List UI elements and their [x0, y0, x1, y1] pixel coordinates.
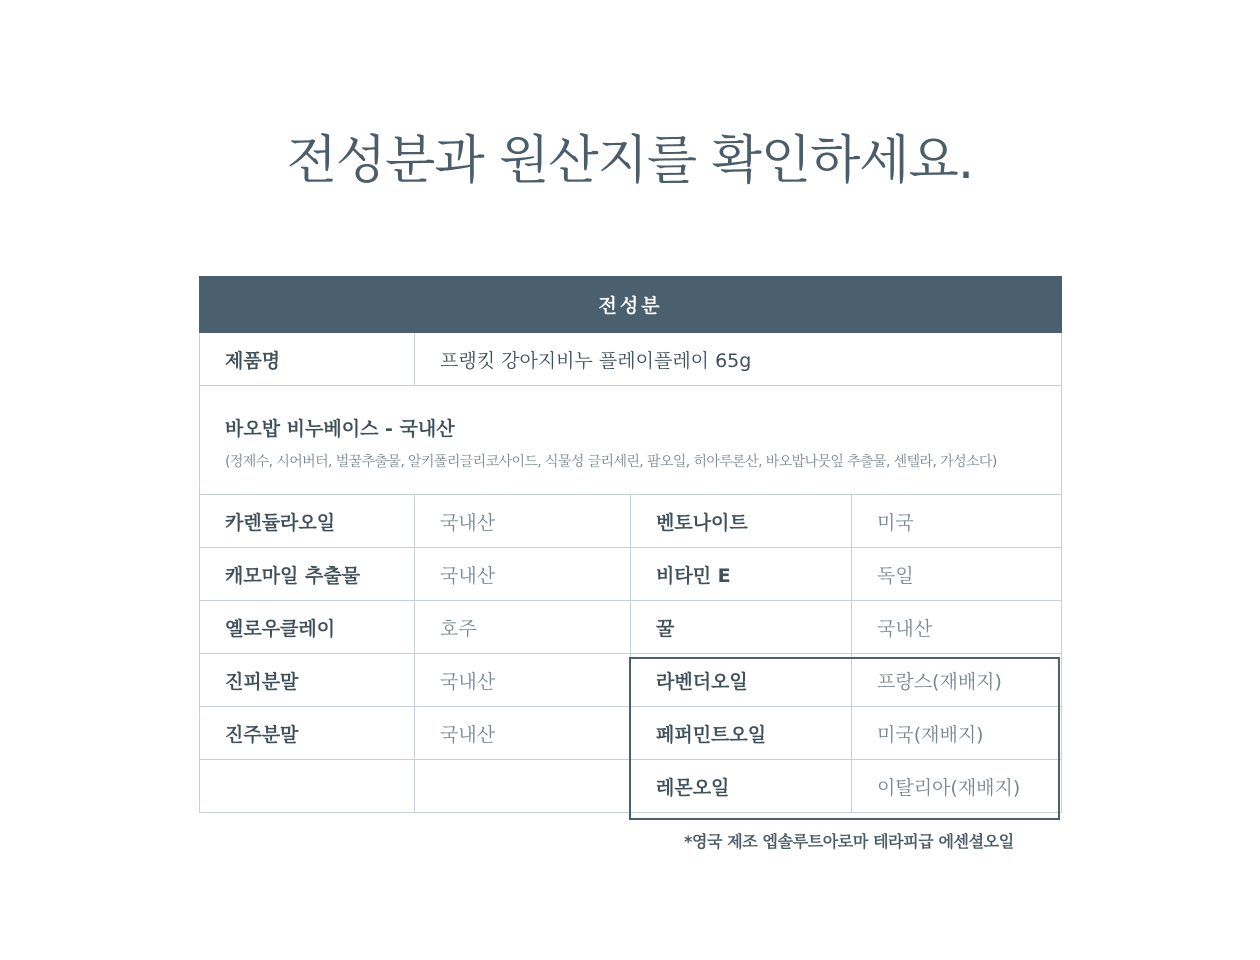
origin-value: 미국	[852, 495, 1062, 548]
ingredient-label: 캐모마일 추출물	[200, 548, 415, 601]
origin-value: 호주	[415, 601, 631, 654]
soap-base-cell	[200, 386, 1062, 495]
table-row	[200, 548, 1062, 601]
ingredient-label: 옐로우클레이	[200, 601, 415, 654]
product-name-label: 제품명	[200, 333, 415, 386]
ingredients-table-wrapper	[199, 276, 1061, 813]
origin-value: 국내산	[415, 654, 631, 707]
origin-value: 미국(재배지)	[852, 707, 1062, 760]
soap-base-title: 바오밥 비누베이스 - 국내산	[225, 417, 455, 440]
origin-value	[415, 760, 631, 813]
table-row	[200, 760, 1062, 813]
ingredient-label: 라벤더오일	[631, 654, 852, 707]
ingredient-label: 페퍼민트오일	[631, 707, 852, 760]
origin-value: 국내산	[415, 548, 631, 601]
ingredient-label: 진주분말	[200, 707, 415, 760]
ingredient-label: 진피분말	[200, 654, 415, 707]
ingredient-label: 레몬오일	[631, 760, 852, 813]
table-row	[200, 707, 1062, 760]
ingredient-label: 벤토나이트	[631, 495, 852, 548]
table-row	[200, 601, 1062, 654]
ingredient-label: 꿀	[631, 601, 852, 654]
product-name-value: 프랭킷 강아지비누 플레이플레이 65g	[415, 333, 1062, 386]
page-title: 전성분과 원산지를 확인하세요.	[286, 131, 974, 191]
origin-value: 독일	[852, 548, 1062, 601]
footnote: *영국 제조 엡솔루트아로마 테라피급 에센셜오일	[684, 832, 1014, 851]
soap-base-detail: (정제수, 시어버터, 벌꿀추출물, 알키폴리글리코사이드, 식물성 글리세린, 팜오일, 히아루론산, 바오밥나뭇잎 추출물, 센텔라, 가성소다)	[225, 453, 997, 470]
origin-value: 국내산	[415, 707, 631, 760]
ingredient-label: 카렌듈라오일	[200, 495, 415, 548]
base-row	[200, 386, 1062, 495]
table-header: 전성분	[200, 277, 1062, 333]
ingredient-label	[200, 760, 415, 813]
table-row	[200, 654, 1062, 707]
ingredient-label: 비타민 E	[631, 548, 852, 601]
table-row	[200, 495, 1062, 548]
origin-value: 이탈리아(재배지)	[852, 760, 1062, 813]
origin-value: 국내산	[415, 495, 631, 548]
ingredients-table	[199, 276, 1062, 813]
product-row	[200, 333, 1062, 386]
origin-value: 프랑스(재배지)	[852, 654, 1062, 707]
origin-value: 국내산	[852, 601, 1062, 654]
